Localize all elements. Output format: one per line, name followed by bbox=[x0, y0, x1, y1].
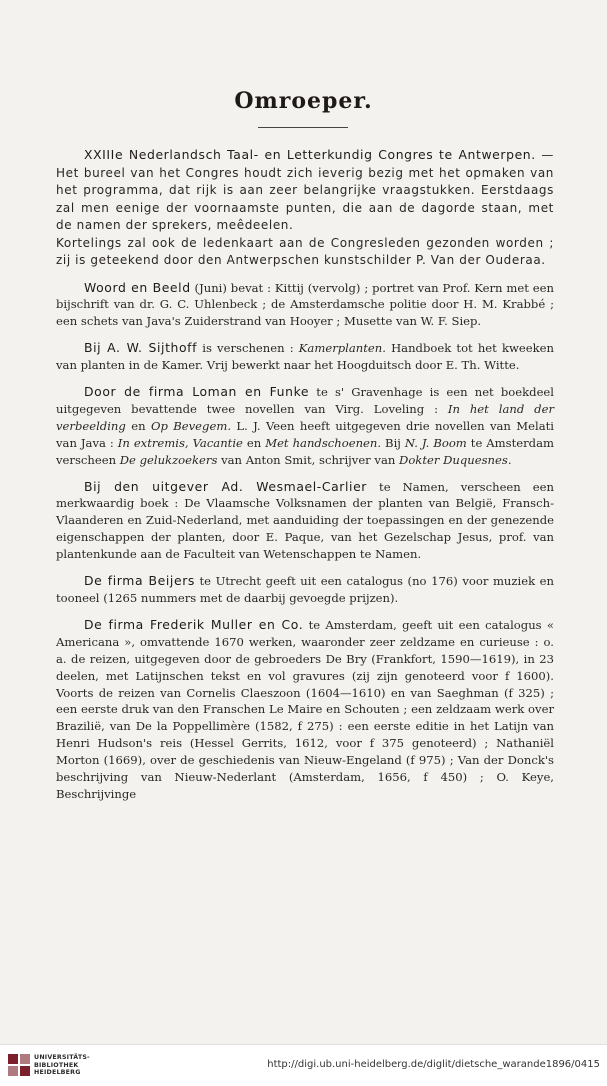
paragraph-text: Bij bbox=[381, 435, 405, 450]
book-title: Met handschoenen. bbox=[265, 435, 382, 450]
source-url-link[interactable]: http://digi.ub.uni-heidelberg.de/diglit/dietsche_warande1896/0415 bbox=[267, 1059, 600, 1070]
paragraph-wesmael-carlier bbox=[56, 479, 554, 564]
paragraph-text: van Anton Smit, schrijver van bbox=[217, 452, 400, 467]
paragraph-lead: De firma Beijers bbox=[84, 573, 195, 589]
book-title: Kamerplanten. bbox=[298, 341, 386, 356]
book-title: In het land der verbeelding bbox=[56, 401, 554, 433]
title-divider bbox=[258, 127, 348, 128]
paragraph-lead: Woord en Beeld bbox=[84, 279, 191, 295]
book-title: Op Bevegem. bbox=[150, 418, 232, 433]
book-title: In extremis, Vacantie bbox=[117, 435, 243, 450]
paragraph-lead: Bij den uitgever Ad. Wesmael-Carlier bbox=[84, 478, 367, 494]
paragraph-text: te Utrecht geeft uit een catalogus (no 176) voor muziek en tooneel (1265 nummers met de daarbij gevoegde prijzen). bbox=[56, 574, 555, 605]
article-body bbox=[56, 146, 554, 803]
paragraph-text: is verschenen : bbox=[197, 341, 299, 356]
footer-bar bbox=[0, 1044, 607, 1086]
paragraph-text: — Het bureel van het Congres houdt zich ieverig bezig met het opmaken van het programma, dat rijk is aan zeer belangrijke vraagstukken. Eerstdaags zal men eenige der voornaamste punten, die aan de dagorde staan, met de namen der sprekers, meêdeelen. bbox=[56, 148, 554, 232]
university-library-logo-icon bbox=[6, 1052, 32, 1078]
library-name-line: UNIVERSITÄTS- bbox=[34, 1054, 90, 1061]
library-name-line: BIBLIOTHEK bbox=[34, 1061, 79, 1069]
paragraph-text: te Namen, verscheen een merkwaardig boek : De Vlaamsche Volksnamen der planten van België, Fransch-Vlaanderen en Zuid-Nederland, met aanduiding der toepassingen en der genezende eigenschappen der planten, door E. Paque, van het Gezelschap Jesus, prof. van plantenkunde aan de Faculteit van Wetenschappen te Namen. bbox=[56, 479, 554, 562]
paragraph-text: te Amsterdam, geeft uit een catalogus « Americana », omvattende 1670 werken, waaronder zeer zeldzame en curieuse : o. a. de reizen, uitgegeven door de gebroeders De Bry (Frankfort, 1590—1619), in 23 deelen, met Latijnschen tekst en vol gravures (zij zijn genoteerd voor f 1600). Voorts de reizen van Cornelis Claeszoon (1604—1610) en van Saeghman (f 325) ; een eerste druk van den Franschen Le Maire en Schouten ; een zeldzaam werk over Brazilië, van De la Poppellimère (1582, f 275) : een eerste editie in het Latijn van Henri Hudson's reis (Hessel Gerrits, 1612, voor f 375 genoteerd) ; Nathaniël Morton (1669), over de geschiedenis van Nieuw-Engeland (f 975) ; Van der Donck's beschrijving van Nieuw-Nederlant (Amsterdam, 1656, f 450) ; O. Keye, Beschrijvinge bbox=[56, 617, 555, 801]
paragraph-lead: Door de firma Loman en Funke bbox=[84, 384, 310, 400]
publisher-name: N. J. Boom bbox=[404, 435, 467, 450]
paragraph-congres bbox=[56, 146, 554, 235]
paragraph-text: Kortelings zal ook de ledenkaart aan de Congresleden gezonden worden ; zij is geteekend door den Antwerpschen kunstschilder P. Van der Ouderaa. bbox=[56, 235, 554, 267]
library-name bbox=[34, 1054, 90, 1077]
paragraph-sijthoff bbox=[56, 340, 554, 374]
paragraph-lead: XXIIIe Nederlandsch Taal- en Letterkundig Congres te Antwerpen. bbox=[84, 147, 536, 162]
paragraph-text: en bbox=[125, 418, 151, 433]
paragraph-beijers bbox=[56, 573, 554, 607]
paragraph-lead: De firma Frederik Muller en Co. bbox=[84, 616, 304, 632]
paragraph-lead: Bij A. W. Sijthoff bbox=[84, 340, 198, 356]
paragraph-loman-funke bbox=[56, 384, 554, 469]
book-title: Dokter Duquesnes. bbox=[399, 452, 512, 467]
library-name-line: HEIDELBERG bbox=[34, 1069, 81, 1076]
paragraph-frederik-muller bbox=[56, 617, 554, 803]
paragraph-text: Handboek tot het kweeken van planten in de Kamer. Vrij bewerkt naar het Hoogduitsch door E. Th. Witte. bbox=[56, 341, 554, 373]
paragraph-woord-en-beeld bbox=[56, 280, 554, 331]
paragraph-text: L. J. Veen heeft uitgegeven drie novellen van Melati van Java : bbox=[56, 418, 555, 450]
paragraph-text: (Juni) bevat : Kittij (vervolg) ; portret van Prof. Kern met een bijschrift van dr. G. C. Uhlenbeck ; de Amsterdamsche politie door H. M. Krabbé ; een schets van Java's Zuiderstrand van Hooyer ; Musette van W. F. Siep. bbox=[56, 280, 554, 329]
paragraph-ledenkaart bbox=[56, 235, 554, 270]
paragraph-text: en bbox=[242, 435, 266, 450]
paragraph-text: te Amsterdam verscheen bbox=[56, 435, 554, 467]
paragraph-text: te s' Gravenhage is een net boekdeel uitgegeven bevattende twee novellen van Virg. Loveling : bbox=[56, 385, 554, 416]
book-title: De gelukzoekers bbox=[119, 452, 218, 467]
page-title: Omroeper. bbox=[234, 88, 373, 114]
